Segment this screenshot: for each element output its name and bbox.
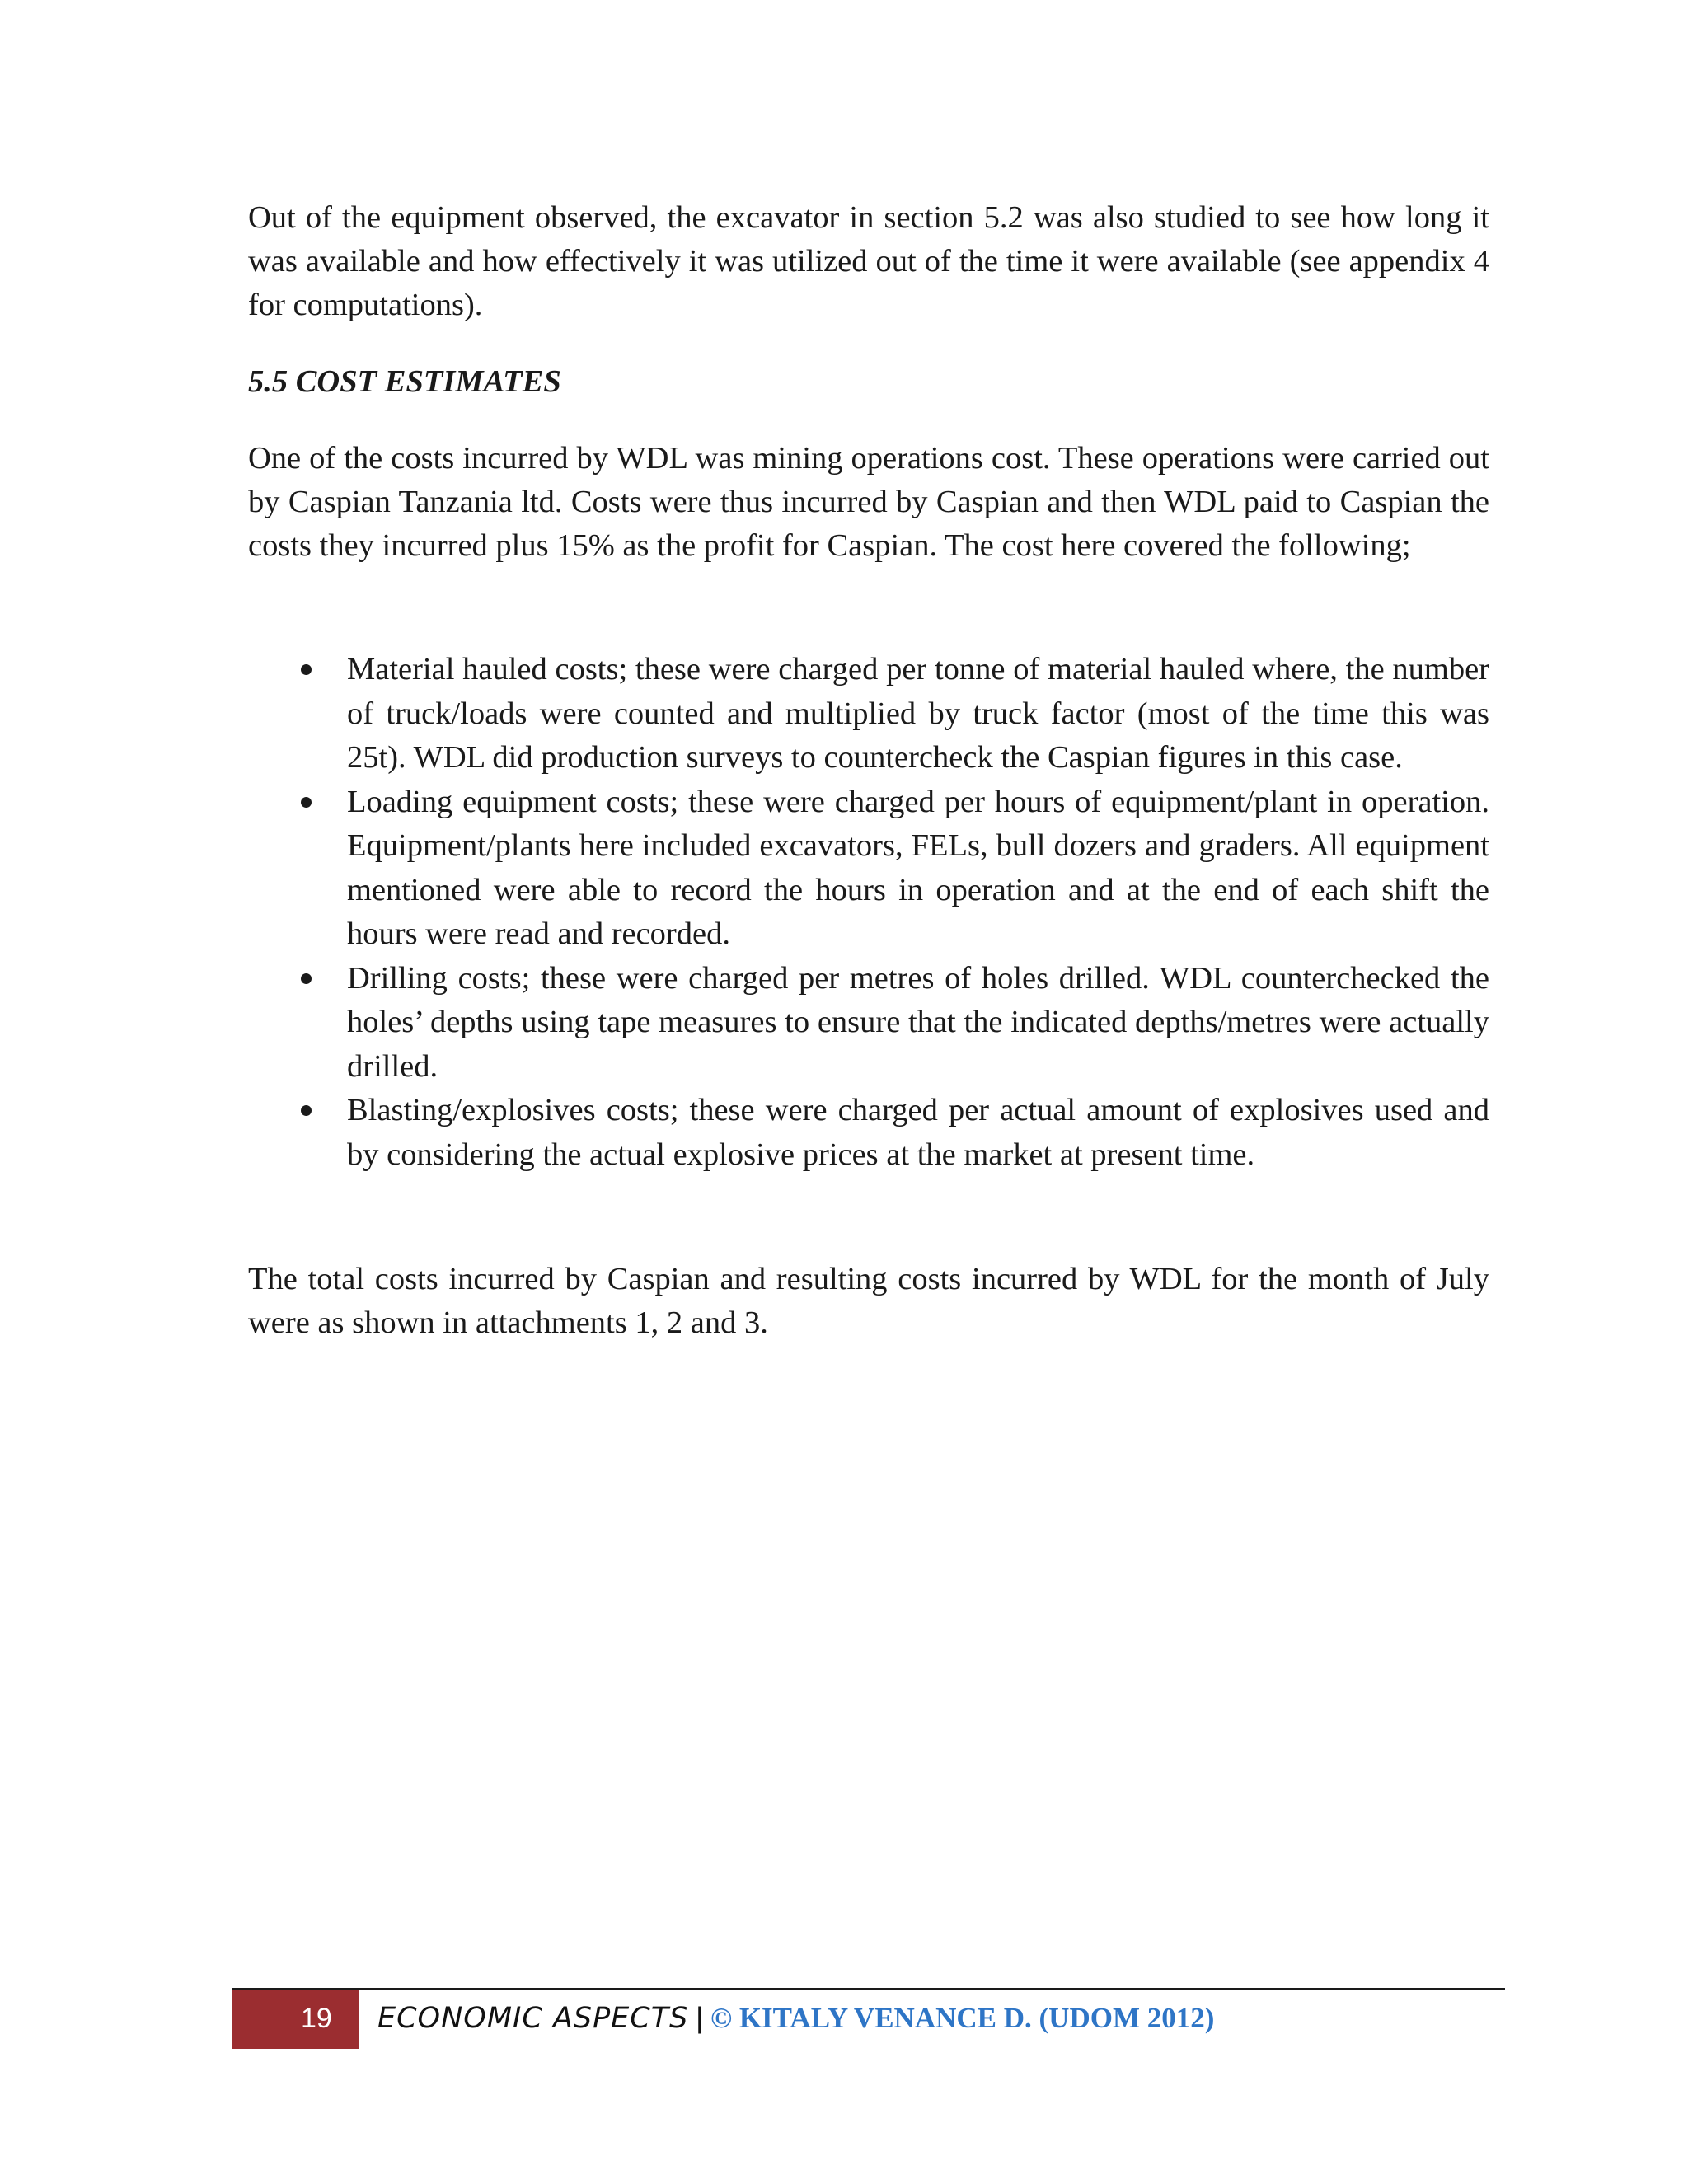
bullet-icon (301, 973, 312, 984)
bullet-icon (301, 664, 312, 675)
list-item (248, 957, 1489, 1090)
footer-copyright: © KITALY VENANCE D. (UDOM 2012) (710, 2002, 1215, 2034)
footer (377, 2000, 1214, 2036)
footer-rule (232, 1988, 1505, 1990)
costs-intro-paragraph: One of the costs incurred by WDL was mining operations cost. These operations were carried out by Caspian Tanzania ltd. Costs were thus incurred by Caspian and then WDL paid to Caspian the costs they incurred plus 15% as the profit for Caspian. The cost here covered the following; (248, 441, 1489, 563)
bullet-icon (301, 1105, 312, 1116)
list-item-text: Drilling costs; these were charged per metres of holes drilled. WDL counterchecked the holes’ depths using tape measures to ensure that the indicated depths/metres were actually drilled. (347, 960, 1489, 1084)
bullet-icon (301, 797, 312, 808)
footer-separator: | (696, 2002, 704, 2034)
cost-items-list (248, 648, 1489, 1177)
page-number-box (232, 1990, 359, 2049)
list-item (248, 1089, 1489, 1177)
list-item-text: Loading equipment costs; these were charged per hours of equipment/plant in operation. Equipment/plants here included excavators, FELs, bull dozers and graders. All equipment mentioned were able to record the hours in operation and at the end of each shift the hours were read and recorded. (347, 784, 1489, 951)
list-item-text: Material hauled costs; these were charged per tonne of material hauled where, the number of truck/loads were counted and multiplied by truck factor (most of the time this was 25t). WDL did production surveys to countercheck the Caspian figures in this case. (347, 652, 1489, 775)
list-item (248, 780, 1489, 957)
conclusion-paragraph: The total costs incurred by Caspian and resulting costs incurred by WDL for the month of July were as shown in attachments 1, 2 and 3. (248, 1262, 1489, 1340)
footer-section-title: ECONOMIC ASPECTS (377, 2002, 689, 2035)
page-number: 19 (301, 2003, 332, 2034)
section-heading: 5.5 COST ESTIMATES (248, 364, 561, 399)
list-item (248, 648, 1489, 780)
list-item-text: Blasting/explosives costs; these were charged per actual amount of explosives used and by considering the actual explosive prices at the market at present time. (347, 1093, 1489, 1172)
intro-paragraph: Out of the equipment observed, the excavator in section 5.2 was also studied to see how long it was available and how effectively it was utilized out of the time it were available (see appendix 4 for computations). (248, 200, 1489, 322)
